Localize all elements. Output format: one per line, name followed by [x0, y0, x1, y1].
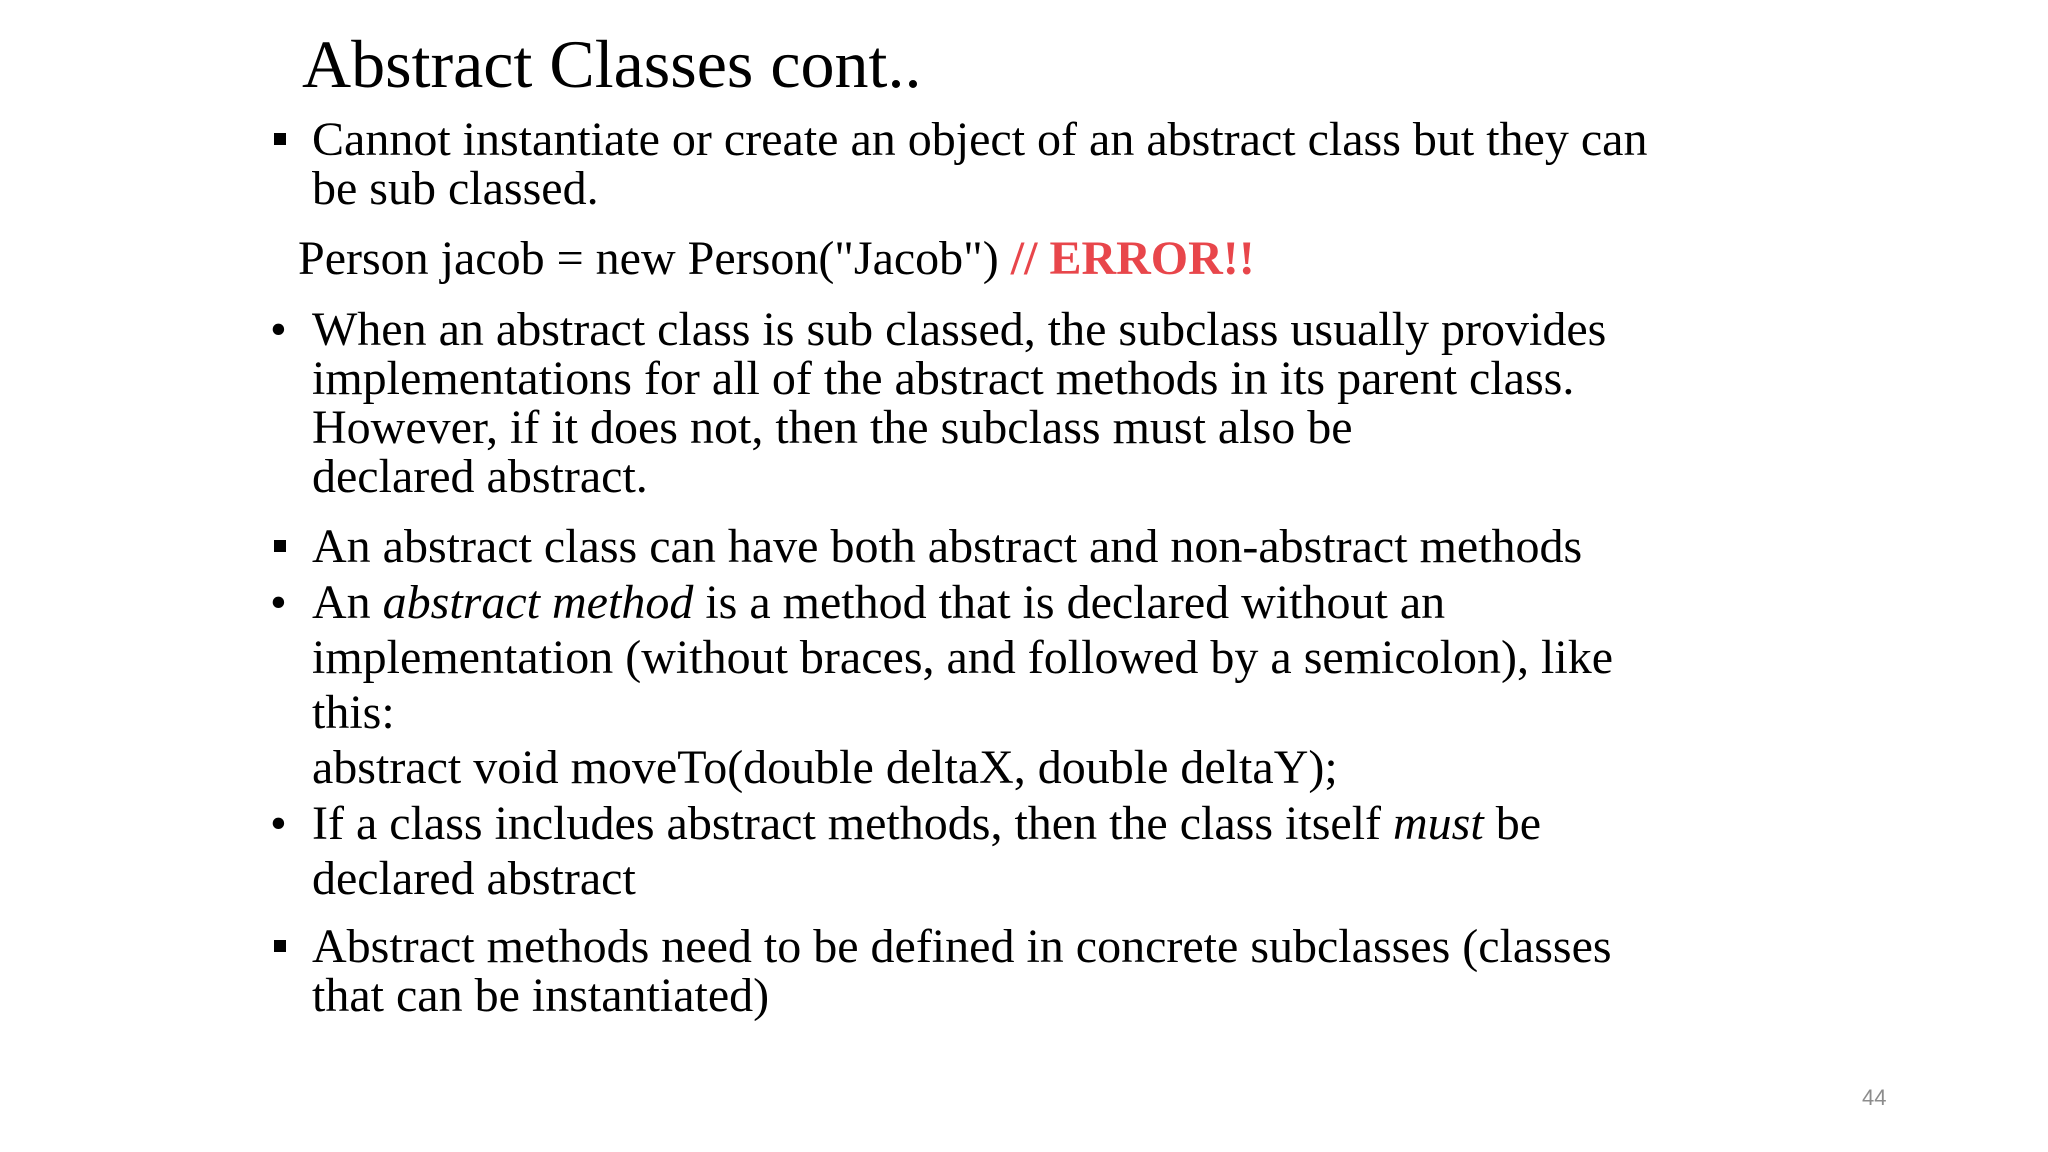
code-signature: abstract void moveTo(double deltaX, double deltaY);: [312, 741, 1338, 794]
bullet-line: [312, 575, 1762, 630]
text-fragment: is a method that is declared without an: [693, 576, 1446, 629]
text-fragment: be: [1483, 797, 1542, 850]
bullet-must-be-abstract: • If a class includes abstract methods, then the class itself must be declared abstract: [312, 796, 1762, 906]
bullet-line: this:: [312, 686, 395, 739]
error-comment: // ERROR!!: [1010, 232, 1255, 285]
bullet-line: However, if it does not, then the subclass must also be: [312, 401, 1353, 454]
text-fragment: An: [312, 576, 383, 629]
bullet-both-methods: [312, 522, 1762, 571]
bullet-line: implementations for all of the abstract methods in its parent class.: [312, 352, 1575, 405]
italic-term: must: [1393, 797, 1484, 850]
page-number: 44: [1862, 1085, 1887, 1110]
bullet-line: An abstract class can have both abstract and non-abstract methods: [312, 520, 1583, 573]
code-example: [298, 233, 1255, 285]
bullet-abstract-method-definition: • An abstract method is a method that is declared without an implementation (without braces, and followed by a semicolon), like this: abstract void moveTo(double deltaX, double deltaY);: [312, 575, 1762, 795]
bullet-line: Cannot instantiate or create an object of an abstract class but they can: [312, 113, 1648, 166]
bullet-concrete-subclasses: [312, 922, 1762, 1020]
italic-term: abstract method: [382, 576, 694, 629]
bullet-cannot-instantiate: [312, 115, 1762, 213]
bullet-line: [312, 796, 1762, 851]
bullet-line: be sub classed.: [312, 162, 599, 215]
bullet-line: declared abstract.: [312, 450, 648, 503]
code-text: Person jacob = new Person("Jacob"): [298, 232, 999, 285]
bullet-line: When an abstract class is sub classed, the subclass usually provides: [312, 303, 1607, 356]
bullet-subclass-implementations: • When an abstract class is sub classed, the subclass usually provides implementations for all of the abstract methods in its parent class. However, if it does not, then the subclass must also be declared abstract.: [312, 305, 1762, 501]
bullet-line: that can be instantiated): [312, 969, 770, 1022]
text-fragment: If a class includes abstract methods, then the class itself: [312, 797, 1394, 850]
bullet-line: Abstract methods need to be defined in concrete subclasses (classes: [312, 920, 1612, 973]
bullet-line: implementation (without braces, and followed by a semicolon), like: [312, 631, 1613, 684]
slide-title: Abstract Classes cont..: [302, 26, 922, 102]
bullet-line: declared abstract: [312, 852, 636, 905]
